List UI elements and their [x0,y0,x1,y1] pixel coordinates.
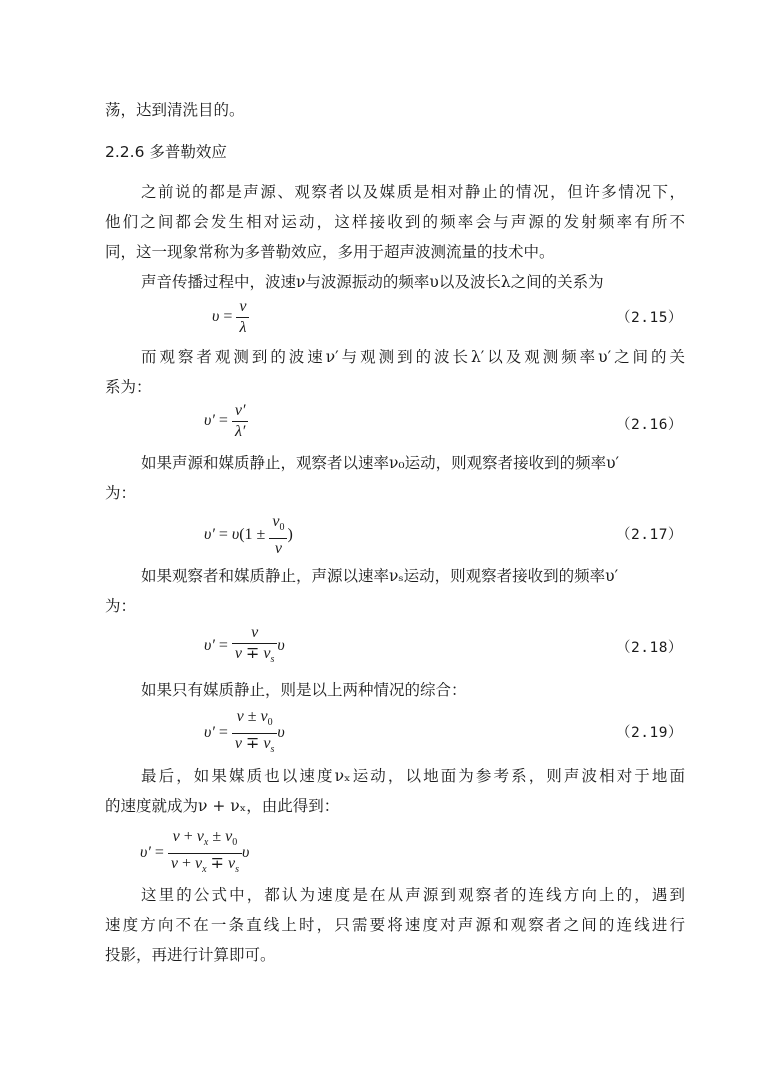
paragraph-line: 投影，再进行计算即可。 [105,946,276,964]
equation-number: （2.15） [616,310,683,326]
equation-2-18: υ′ = $\frac{v}{v \mp v_s}$ υ [204,624,285,665]
equation-number: （2.16） [616,417,683,433]
paragraph-line: 这里的公式中，都认为速度是在从声源到观察者的连线方向上的，遇到 [141,886,685,904]
equation-2-17: υ′ = υ(1 ± $\frac{v_0}{v}$ ) [204,513,293,557]
paragraph-line: 速度方向不在一条直线上时，只需要将速度对声源和观察者之间的连线进行 [105,916,685,934]
paragraph-line: 如果只有媒质静止，则是以上两种情况的综合： [141,681,467,699]
paragraph-line: 为： [105,484,137,502]
section-heading: 2.2.6 多普勒效应 [105,143,227,161]
paragraph-line: 系为： [105,378,152,396]
paragraph-line: 如果声源和媒质静止，观察者以速率ν₀运动，则观察者接收到的频率υ′ [141,454,620,472]
equation-2-15: υ = $\frac{v}{\lambda}$ [212,298,249,337]
paragraph-line: 同，这一现象常称为多普勒效应，多用于超声波测流量的技术中。 [105,243,555,261]
equation-final: υ′ = $\frac{v + v_x \pm v_0}{v + v_x \mp v_s}$ υ [140,828,250,875]
paragraph-line: 而观察者观测到的波速ν′与观测到的波长λ′以及观测频率υ′之间的关 [141,348,685,366]
paragraph-line: 之前说的都是声源、观察者以及媒质是相对静止的情况，但许多情况下， [141,183,685,201]
equation-number: （2.19） [616,725,683,741]
paragraph-line: 最后，如果媒质也以速度νₓ运动，以地面为参考系，则声波相对于地面 [141,767,685,785]
paragraph-line: 的速度就成为ν + νₓ，由此得到： [105,797,340,815]
equation-number: （2.17） [616,527,683,543]
paragraph-line: 荡，达到清洗目的。 [105,101,245,119]
equation-number: （2.18） [616,640,683,656]
equation-2-19: υ′ = $\frac{v \pm v_0}{v \mp v_s}$ υ [204,708,285,755]
paragraph-line: 他们之间都会发生相对运动，这样接收到的频率会与声源的发射频率有所不 [105,213,685,231]
equation-2-16: υ′ = $\frac{v'}{\lambda'}$ [204,402,248,441]
paragraph-line: 为： [105,597,137,615]
paragraph-line: 声音传播过程中，波速ν与波源振动的频率υ以及波长λ之间的关系为 [141,273,604,291]
paragraph-line: 如果观察者和媒质静止，声源以速率νₛ运动，则观察者接收到的频率υ′ [141,567,619,585]
